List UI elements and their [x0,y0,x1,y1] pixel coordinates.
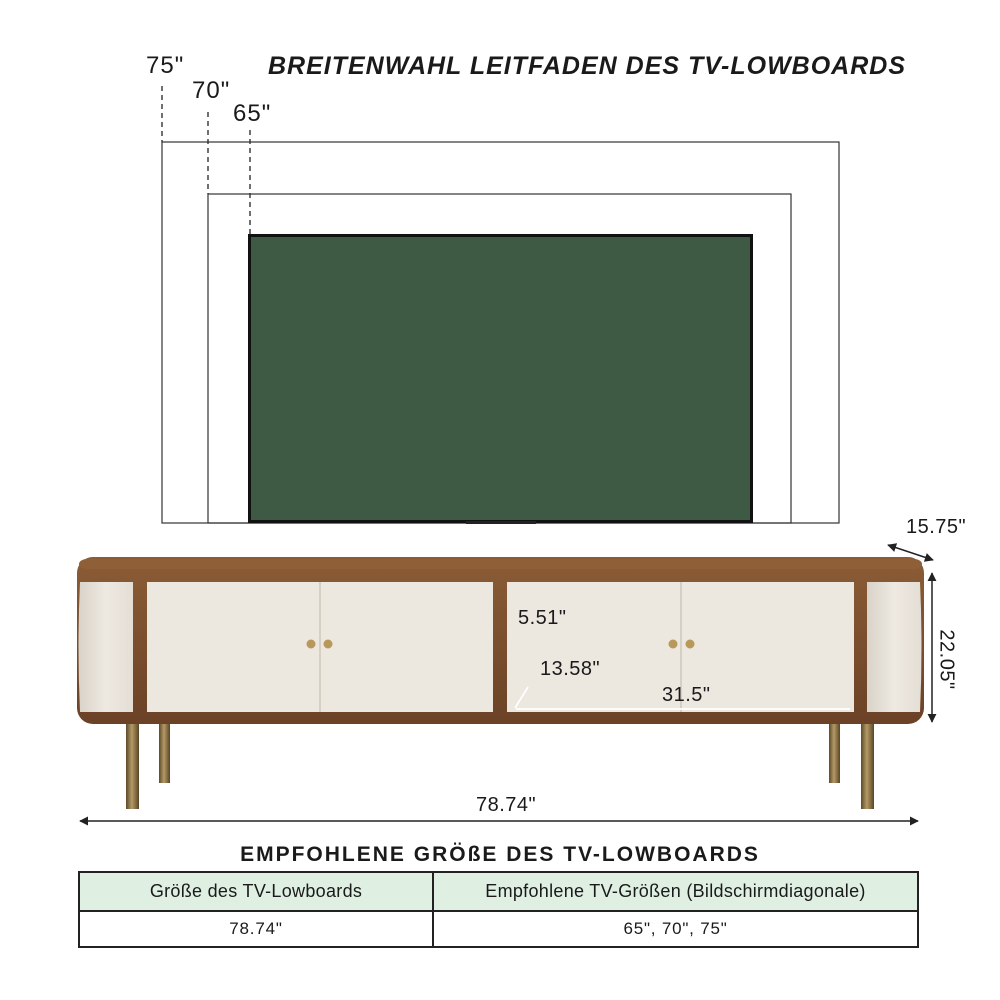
tv-65 [248,234,753,524]
depth-dimension-label: 15.75" [906,516,967,538]
table-cell-lowboard-size: 78.74" [79,911,433,947]
height-dimension-label: 22.05" [935,629,958,690]
recommendation-title: EMPFOHLENE GRÖßE DES TV-LOWBOARDS [240,843,760,866]
table-header-row [79,872,918,911]
tv-lowboard-cabinet [77,557,924,724]
compartment-width-label: 31.5" [662,684,711,706]
table-row [79,911,918,947]
table-header-cell: Empfohlene TV-Größen (Bildschirmdiagonale) [433,872,918,911]
tv-size-label-65: 65" [233,100,272,127]
table-header-cell: Größe des TV-Lowboards [79,872,433,911]
table-cell-tv-sizes: 65", 70", 75" [433,911,918,947]
tv-size-label-70: 70" [192,77,231,104]
tv-size-label-75: 75" [146,52,185,79]
total-width-label: 78.74" [476,794,537,816]
shelf-height-label: 5.51" [518,607,567,629]
recommendation-table [78,871,919,948]
guide-title: BREITENWAHL LEITFADEN DES TV-LOWBOARDS [268,52,906,80]
inner-depth-label: 13.58" [540,658,601,680]
size-guide-dashes [162,86,250,236]
